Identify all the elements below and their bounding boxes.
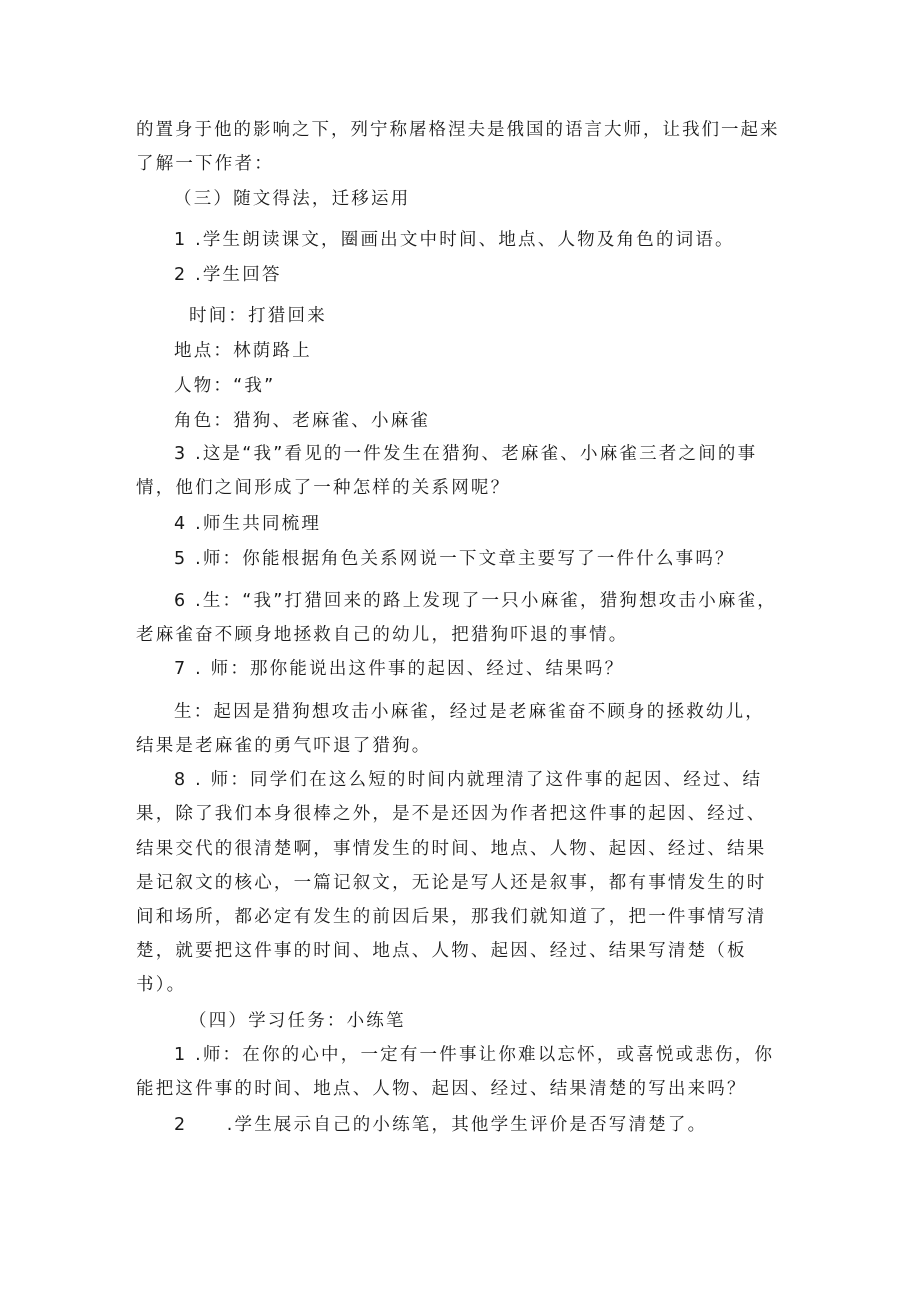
answer-person: 人物：“我”: [174, 376, 276, 396]
list-item-8-cont-1: 果，除了我们本身很棒之外，是不是还因为作者把这件事的起因、经过、: [136, 804, 767, 824]
text-line-2: 了解一下作者：: [136, 154, 274, 174]
student-answer-cont: 结果是老麻雀的勇气吓退了猎狗。: [136, 736, 432, 756]
list-item-6-cont: 老麻雀奋不顾身地拯救自己的幼儿，把猎狗吓退的事情。: [136, 625, 629, 645]
list-item-7: 7 . 师：那你能说出这件事的起因、经过、结果吗？: [174, 659, 625, 679]
list-item-3-cont: 情，他们之间形成了一种怎样的关系网呢？: [136, 478, 511, 498]
answer-roles: 角色：猎狗、老麻雀、小麻雀: [174, 411, 431, 431]
list-item-8: 8 . 师：同学们在这么短的时间内就理清了这件事的起因、经过、结: [174, 770, 763, 790]
answer-place: 地点：林荫路上: [174, 341, 312, 361]
task-item-2: 2 .学生展示自己的小练笔，其他学生评价是否写清楚了。: [174, 1115, 708, 1135]
list-item-3: 3 .这是“我”看见的一件发生在猎狗、老麻雀、小麻雀三者之间的事: [174, 444, 758, 464]
task-item-1-cont: 能把这件事的时间、地点、人物、起因、经过、结果清楚的写出来吗？: [136, 1079, 747, 1099]
list-item-4: 4 .师生共同梳理: [174, 514, 322, 534]
section-heading-3: （三）随文得法，迁移运用: [174, 189, 411, 209]
text-line-1: 的置身于他的影响之下，列宁称屠格涅夫是俄国的语言大师，让我们一起来: [136, 120, 780, 140]
list-item-8-cont-5: 楚，就要把这件事的时间、地点、人物、起因、经过、结果写清楚（板: [136, 941, 747, 961]
section-heading-4: （四）学习任务：小练笔: [189, 1011, 406, 1031]
task-item-1: 1 .师：在你的心中，一定有一件事让你难以忘怀，或喜悦或悲伤，你: [174, 1045, 775, 1065]
answer-time: 时间：打猎回来: [189, 306, 327, 326]
student-answer: 生：起因是猎狗想攻击小麻雀，经过是老麻雀奋不顾身的拯救幼儿，: [174, 702, 765, 722]
list-item-8-cont-3: 是记叙文的核心，一篇记叙文，无论是写人还是叙事，都有事情发生的时: [136, 873, 767, 893]
list-item-5: 5 .师：你能根据角色关系网说一下文章主要写了一件什么事吗？: [174, 549, 735, 569]
list-item-1: 1 .学生朗读课文，圈画出文中时间、地点、人物及角色的词语。: [174, 230, 735, 250]
list-item-2: 2 .学生回答: [174, 265, 282, 285]
list-item-8-cont-2: 结果交代的很清楚啊，事情发生的时间、地点、人物、起因、经过、结果: [136, 839, 767, 859]
list-item-8-cont-6: 书）。: [136, 975, 187, 995]
list-item-6: 6 .生：“我”打猎回来的路上发现了一只小麻雀，猎狗想攻击小麻雀，: [174, 591, 777, 611]
list-item-8-cont-4: 间和场所，都必定有发生的前因后果，那我们就知道了，把一件事情写清: [136, 907, 767, 927]
